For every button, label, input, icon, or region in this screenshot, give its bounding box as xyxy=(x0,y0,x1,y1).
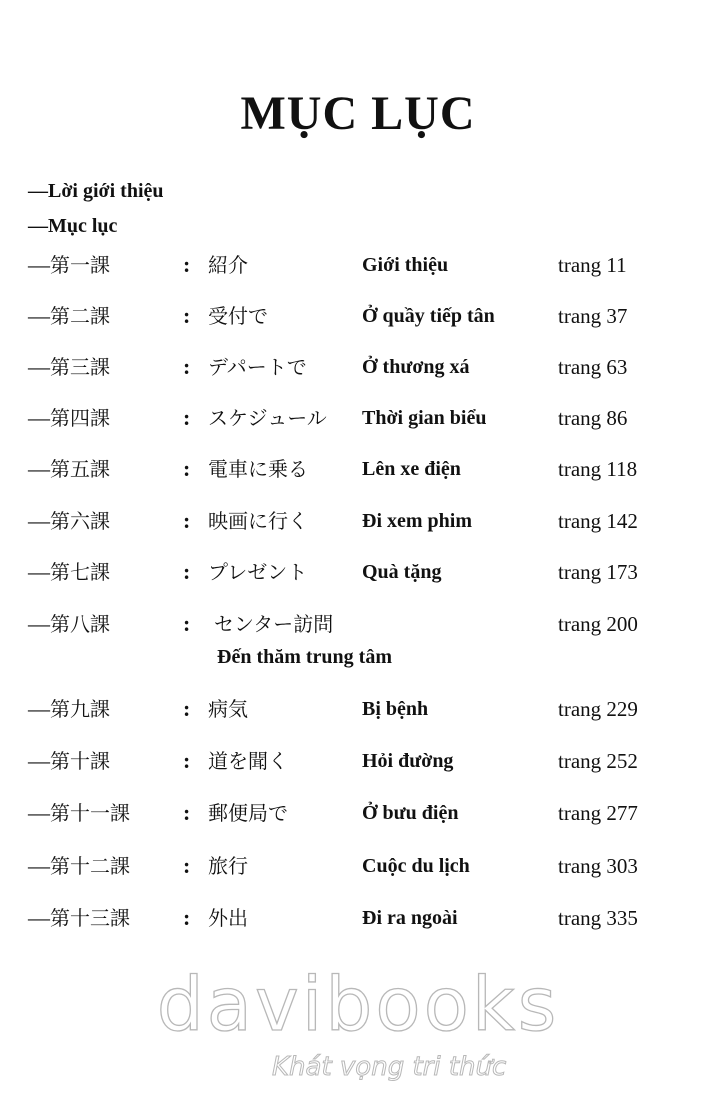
japanese-title: 電車に乗る xyxy=(208,457,308,481)
vietnamese-title: Giới thiệu xyxy=(362,254,449,276)
toc-row xyxy=(28,506,688,536)
lesson-number: 第十一課 xyxy=(50,801,130,825)
toc-intro-item xyxy=(28,215,117,238)
toc-row xyxy=(28,798,688,828)
toc-row xyxy=(28,301,688,331)
toc-intro-item xyxy=(28,180,164,203)
colon: : xyxy=(183,303,191,328)
toc-row xyxy=(28,454,688,484)
lesson-number: 第六課 xyxy=(50,509,110,533)
lesson-number: 第五課 xyxy=(50,457,110,481)
intro-label: Lời giới thiệu xyxy=(48,180,164,202)
vietnamese-title: Ở quầy tiếp tân xyxy=(362,305,495,327)
japanese-title: プレゼント xyxy=(208,560,308,584)
page-ref: trang 118 xyxy=(558,457,638,481)
colon: : xyxy=(183,354,191,379)
japanese-title: 旅行 xyxy=(208,854,248,878)
dash: — xyxy=(28,215,48,237)
dash: — xyxy=(28,905,50,930)
vietnamese-title: Đi xem phim xyxy=(362,510,472,532)
vietnamese-title: Ở bưu điện xyxy=(362,802,459,824)
page-ref: trang 173 xyxy=(558,560,638,584)
dash: — xyxy=(28,508,50,533)
vietnamese-title: Quà tặng xyxy=(362,561,442,583)
vietnamese-title: Thời gian biểu xyxy=(362,407,487,429)
lesson-number: 第七課 xyxy=(50,560,110,584)
vietnamese-title: Ở thương xá xyxy=(362,356,470,378)
page-ref: trang 37 xyxy=(558,304,628,328)
lesson-number: 第八課 xyxy=(50,612,110,636)
dash: — xyxy=(28,303,50,328)
colon: : xyxy=(183,508,191,533)
page-ref: trang 142 xyxy=(558,509,638,533)
japanese-title: デパートで xyxy=(208,355,307,379)
japanese-title: 病気 xyxy=(208,697,248,721)
page-title: MỤC LỤC xyxy=(240,87,476,140)
colon: : xyxy=(183,905,191,930)
dash: — xyxy=(28,853,50,878)
japanese-title: センター訪問 xyxy=(214,612,334,636)
lesson-number: 第一課 xyxy=(50,253,110,277)
toc-row xyxy=(28,609,688,639)
japanese-title: 紹介 xyxy=(208,253,248,277)
colon: : xyxy=(183,559,191,584)
colon: : xyxy=(183,456,191,481)
vietnamese-title: Lên xe điện xyxy=(362,458,461,480)
toc-row xyxy=(28,851,688,881)
lesson-number: 第十三課 xyxy=(50,906,130,930)
toc-row xyxy=(28,352,688,382)
toc-row xyxy=(28,403,688,433)
watermark-brand: davibooks xyxy=(156,962,560,1048)
colon: : xyxy=(183,800,191,825)
dash: — xyxy=(28,748,50,773)
page-ref: trang 277 xyxy=(558,801,638,825)
page-ref: trang 335 xyxy=(558,906,638,930)
dash: — xyxy=(28,696,50,721)
colon: : xyxy=(183,252,191,277)
japanese-title: スケジュール xyxy=(208,406,327,430)
toc-row xyxy=(28,746,688,776)
dash: — xyxy=(28,456,50,481)
vietnamese-title: Đi ra ngoài xyxy=(362,907,458,929)
dash: — xyxy=(28,559,50,584)
colon: : xyxy=(183,853,191,878)
colon: : xyxy=(183,748,191,773)
lesson-number: 第十課 xyxy=(50,749,110,773)
lesson-number: 第二課 xyxy=(50,304,110,328)
japanese-title: 外出 xyxy=(208,906,248,930)
vietnamese-title: Hỏi đường xyxy=(362,750,454,772)
japanese-title: 映画に行く xyxy=(208,509,308,533)
page-ref: trang 252 xyxy=(558,749,638,773)
japanese-title: 受付で xyxy=(208,304,268,328)
lesson8-vietnamese-title: Đến thăm trung tâm xyxy=(217,646,392,668)
page-ref: trang 11 xyxy=(558,253,627,277)
dash: — xyxy=(28,611,50,636)
intro-label: Mục lục xyxy=(48,215,118,237)
page-ref: trang 229 xyxy=(558,697,638,721)
dash: — xyxy=(28,180,48,202)
dash: — xyxy=(28,405,50,430)
toc-row xyxy=(28,903,688,933)
toc-row xyxy=(28,557,688,587)
japanese-title: 道を聞く xyxy=(208,749,288,773)
page-ref: trang 303 xyxy=(558,854,638,878)
colon: : xyxy=(183,696,191,721)
lesson-number: 第十二課 xyxy=(50,854,130,878)
page-ref: trang 200 xyxy=(558,612,638,636)
page-ref: trang 86 xyxy=(558,406,628,430)
lesson-number: 第九課 xyxy=(50,697,110,721)
lesson-number: 第三課 xyxy=(50,355,110,379)
toc-row xyxy=(28,250,688,280)
dash: — xyxy=(28,252,50,277)
vietnamese-title: Cuộc du lịch xyxy=(362,855,470,877)
vietnamese-title: Bị bệnh xyxy=(362,698,429,720)
toc-row xyxy=(28,694,688,724)
dash: — xyxy=(28,800,50,825)
colon: : xyxy=(183,405,191,430)
dash: — xyxy=(28,354,50,379)
page-ref: trang 63 xyxy=(558,355,628,379)
japanese-title: 郵便局で xyxy=(208,801,288,825)
colon: : xyxy=(183,611,191,636)
lesson-number: 第四課 xyxy=(50,406,110,430)
watermark-tagline: Khát vọng tri thức xyxy=(272,1052,507,1082)
